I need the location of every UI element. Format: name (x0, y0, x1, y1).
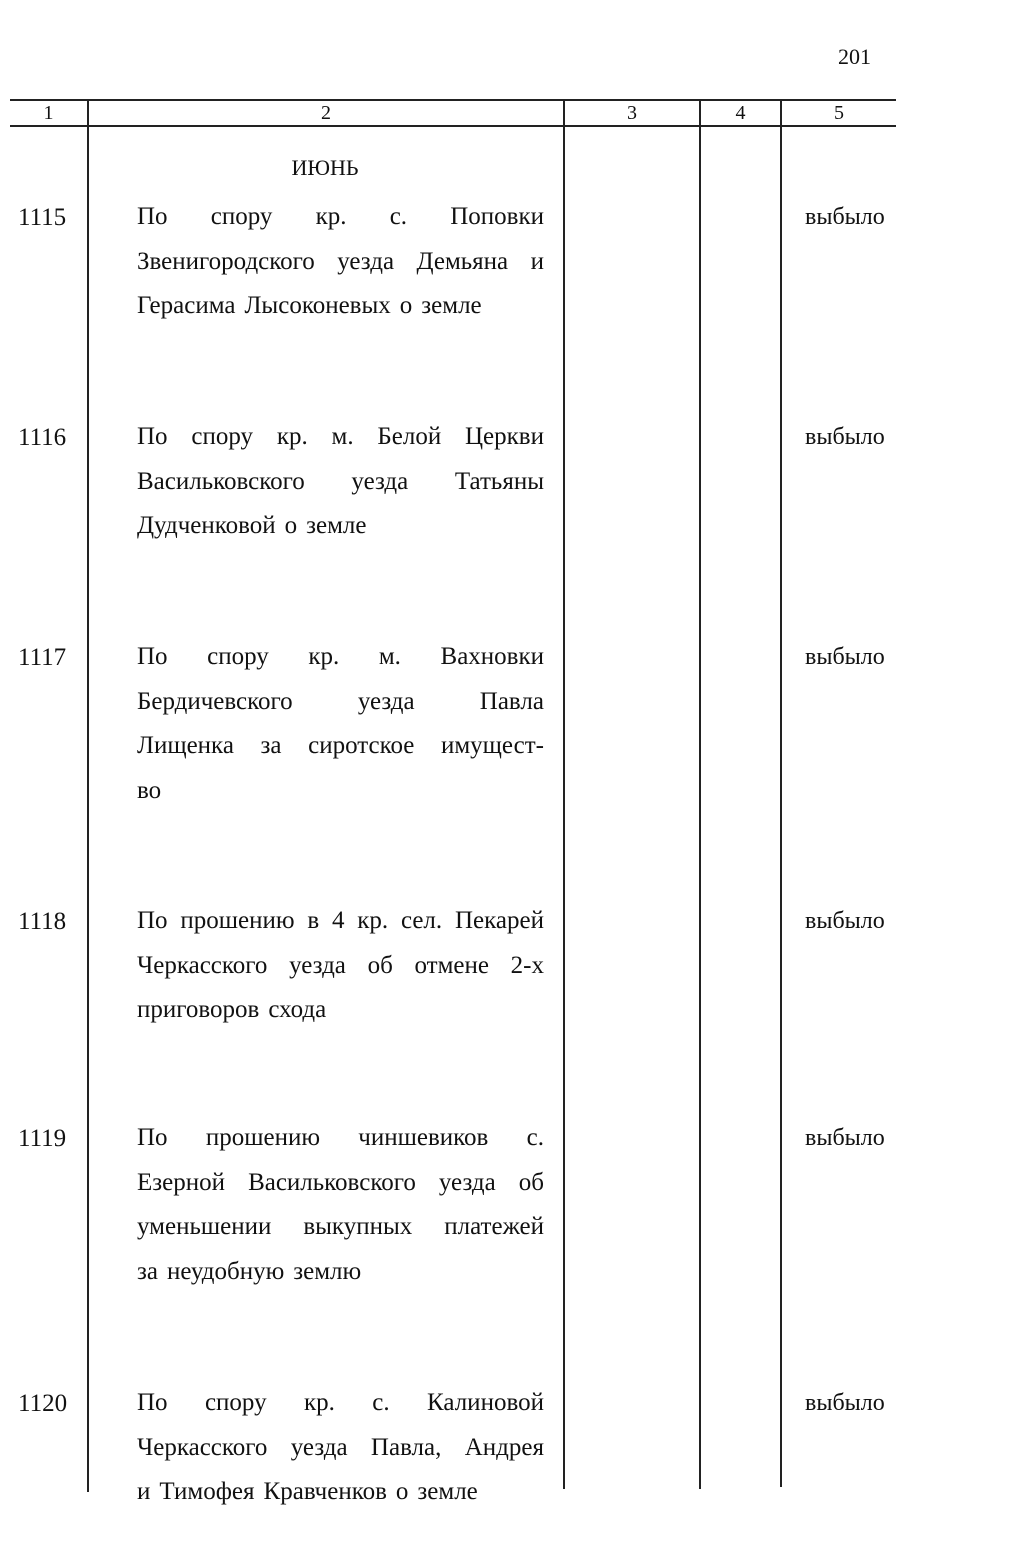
entry-line: Бердичевского уезда Павла (137, 687, 544, 715)
entry-line: и Тимофея Кравченков о земле (137, 1478, 478, 1505)
entry-line: Езерной Васильковского уезда об (137, 1168, 544, 1196)
column-divider (87, 99, 89, 1492)
column-header-1: 1 (43, 102, 54, 124)
entry-line: По прошению в 4 кр. сел. Пекарей (137, 907, 544, 934)
section-title: ИЮНЬ (291, 155, 359, 180)
entry-status: выбыло (805, 204, 885, 230)
column-divider (699, 99, 701, 1489)
column-header-2: 2 (321, 102, 331, 124)
entry-line: Черкасского уезда об отмене 2-х (137, 951, 544, 979)
entry-status: выбыло (805, 1390, 885, 1416)
column-divider (780, 99, 782, 1487)
entry-status: выбыло (805, 908, 885, 934)
page-number: 201 (838, 44, 871, 69)
entry-status: выбыло (805, 644, 885, 670)
entry-status: выбыло (805, 424, 885, 450)
entry-description (137, 415, 544, 549)
entry-description (137, 1116, 544, 1294)
column-header-5: 5 (834, 102, 844, 124)
entry-line: Лищенка за сиротское имущест- (137, 732, 544, 759)
entry-line: Дудченковой о земле (137, 512, 367, 539)
entry-status: выбыло (805, 1125, 885, 1151)
entry-description (137, 1381, 544, 1515)
entry-number: 1120 (18, 1390, 68, 1417)
entry-line: во (137, 776, 162, 804)
entry-line: По спору кр. с. Поповки (137, 203, 544, 230)
entry-number: 1116 (18, 424, 67, 451)
entry-line: уменьшении выкупных платежей (137, 1213, 544, 1240)
entry-number: 1117 (18, 644, 67, 671)
entry-line: По спору кр. м. Вахновки (137, 643, 544, 670)
column-divider (563, 99, 565, 1489)
entry-line: По спору кр. с. Калиновой (137, 1389, 544, 1416)
entry-number: 1119 (18, 1125, 67, 1152)
column-header-4: 4 (735, 102, 746, 124)
entry-line: приговоров схода (137, 996, 327, 1023)
header-bottom-rule (10, 125, 896, 127)
entry-line: за неудобную землю (137, 1257, 362, 1285)
entry-line: Черкасского уезда Павла, Андрея (137, 1433, 544, 1461)
entry-description (137, 899, 544, 1033)
entry-line: Васильковского уезда Татьяны (137, 467, 544, 495)
entry-line: Звенигородского уезда Демьяна и (137, 247, 544, 275)
entry-description (137, 195, 544, 329)
entry-line: По прошению чиншевиков с. (137, 1124, 544, 1151)
entry-description (137, 635, 544, 813)
column-header-3: 3 (627, 102, 637, 124)
entry-line: По спору кр. м. Белой Церкви (137, 423, 544, 450)
table-top-rule (10, 99, 896, 101)
entry-number: 1118 (18, 908, 67, 935)
entry-number: 1115 (18, 204, 67, 231)
entry-line: Герасима Лысоконевых о земле (137, 292, 482, 319)
